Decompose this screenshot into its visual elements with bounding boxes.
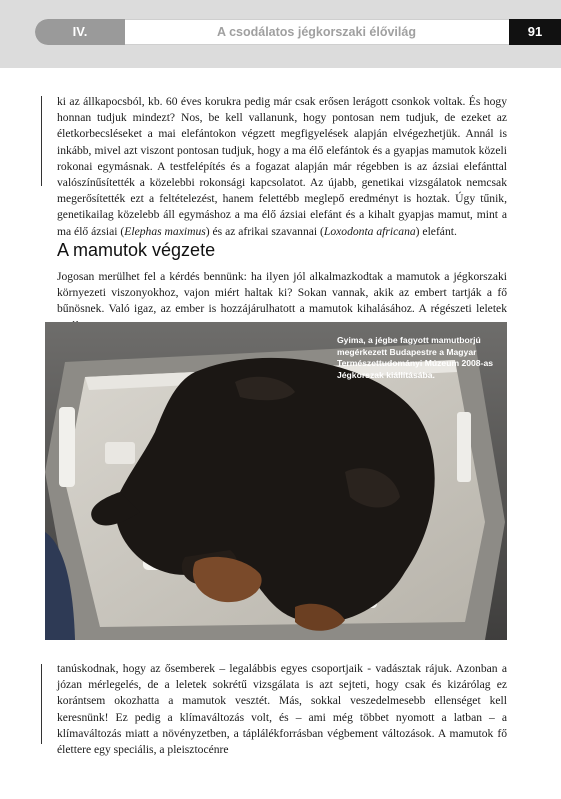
paragraph-text: tanúskodnak, hogy az ősemberek – legalábbis egyes csoportjaik - vadásztak rájuk. Azonban a józan mérlegelés, de a leletek sokrétű vizsgálata is azt sejteti, hogy csak és kizárólag ez korántsem okozhatta a mamutok vesztét. Más, sokkal veszedelmesebb ellenséget kell keresnünk! Ez pedig a klímaváltozás volt, és – ami még többet nyomott a latban – a klímaváltozás miatt a növényzetben, a táplálékforrásban végbement változások. A mamutok fő élettere egy speciális, a pleisztocénre bbox=[57, 662, 507, 757]
section-heading: A mamutok végzete bbox=[57, 240, 216, 260]
paragraph-text: Jogosan merülhet fel a kérdés bennünk: ha ilyen jól alkalmazkodtak a mamutok a jégkorszaki környezeti viszonyokhoz, vajon miért haltak ki? Sokan vannak, akik az embert tartják a fő bűnösnek. Való igaz, az ember is hozzájárulhatott a mamutok kihalásához. A régészeti leletek bbox=[57, 270, 507, 316]
running-title: A csodálatos jégkorszaki élővilág bbox=[217, 25, 416, 39]
body-paragraph-1 bbox=[57, 94, 507, 240]
species-name: Loxodonta africana bbox=[323, 224, 416, 238]
running-header bbox=[35, 19, 561, 45]
paragraph-text: ki az állkapocsból, kb. 60 éves korukra pedig már csak erősen lerágott csonkok voltak. És hogy honnan tudjuk mindezt? Nos, be kell vallanunk, hogy pontosan nem tudjuk, de ezeket az életkorbecsléseket a mai elefántokon végzett megfigyelések alapján elvégezhetjük. Annál is inkább, mivel azt viszont pontosan tudjuk, hogy a ma élő elefántok és a gyapjas mamutok közeli rokonai egymásnak. A testfelépítés és a fogazat alapján már régebben is az ázsiai elefánttal valószínűsítették a közelebbi rokonsági kapcsolatot. Az újabb, genetikai vizsgálatok nemcsak megerősítették ezt a feltételezést, hanem felettébb meglepő eredményt is hoztak. Úgy tűnik, genetikailag közelebb áll egymáshoz a ma élő ázsiai elefánt és a kihalt gyapjas mamut, mint a ma élő ázsiai ( bbox=[57, 95, 507, 238]
paragraph-text: ) elefánt. bbox=[415, 224, 457, 238]
species-name: Elephas maximus bbox=[124, 224, 206, 238]
photo-caption: Gyima, a jégbe fagyott mamutborjú megérkezett Budapestre a Magyar Természettudományi Múzeum 2008-as Jégkorszak kiállításába. bbox=[337, 335, 494, 380]
page-number: 91 bbox=[509, 19, 561, 45]
body-paragraph-3 bbox=[57, 661, 507, 758]
margin-rule-bottom bbox=[41, 664, 42, 744]
chapter-number: IV. bbox=[35, 19, 125, 45]
paragraph-text: ) és az afrikai szavannai ( bbox=[205, 224, 324, 238]
margin-rule-top bbox=[41, 96, 42, 186]
